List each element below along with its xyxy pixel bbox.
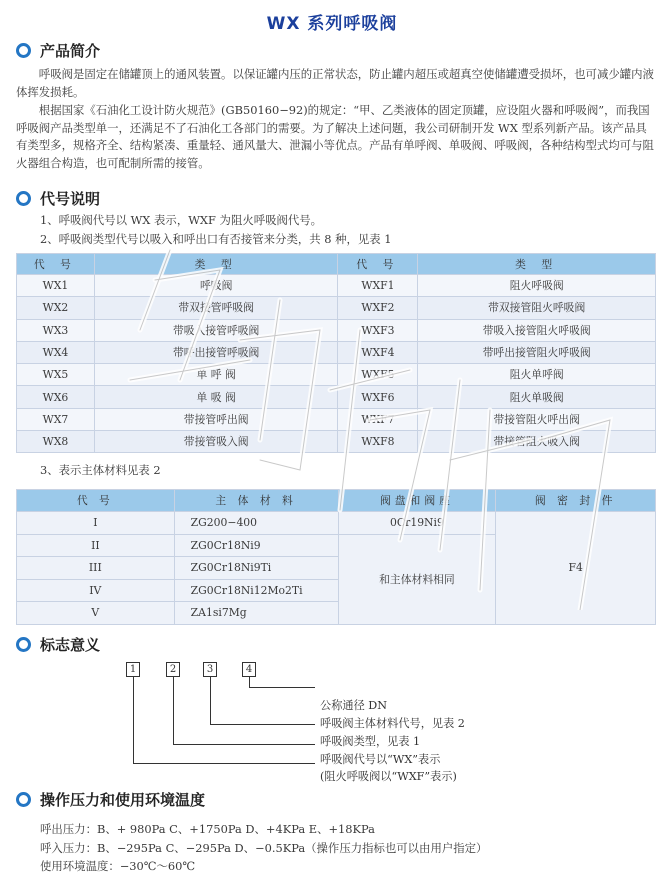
table-header-row xyxy=(17,254,656,275)
table-cell: 单 吸 阀 xyxy=(94,386,338,408)
table-cell: II xyxy=(17,534,175,557)
leader-line xyxy=(210,724,315,725)
table-cell: WX8 xyxy=(17,431,95,453)
table-cell: 带吸入接管阻火呼吸阀 xyxy=(418,319,656,341)
table-cell: 带双接管呼吸阀 xyxy=(94,297,338,319)
table-cell: 带呼出接管呼吸阀 xyxy=(94,341,338,363)
bullet-ring-icon xyxy=(16,792,31,807)
marking-label-code: 呼吸阀代号以“WX”表示 xyxy=(320,753,441,766)
pressure-out-line: 呼出压力：B、+ 980Pa C、+1750Pa D、+4KPa E、+18KPa xyxy=(40,822,375,836)
leader-line xyxy=(249,677,250,687)
table-cell: WXF8 xyxy=(338,431,418,453)
table-header-cell: 代 号 xyxy=(338,254,418,275)
table-cell: WXF6 xyxy=(338,386,418,408)
temperature-line: 使用环境温度：−30℃～60℃ xyxy=(40,859,196,873)
table-cell: WX6 xyxy=(17,386,95,408)
table-cell: WXF4 xyxy=(338,341,418,363)
table-row xyxy=(17,319,656,341)
table-cell: 呼吸阀 xyxy=(94,275,338,297)
leader-line xyxy=(249,687,315,688)
code-line-2: 2、呼吸阀类型代号以吸入和呼出口有否接管来分类，共 8 种，见表 1 xyxy=(40,232,392,246)
table-cell: I xyxy=(17,512,175,535)
marking-label-material: 呼吸阀主体材料代号，见表 2 xyxy=(320,717,465,730)
type-table xyxy=(16,253,656,453)
table-cell: WXF2 xyxy=(338,297,418,319)
section-heading-sign: 标志意义 xyxy=(16,634,100,654)
table-cell: WX2 xyxy=(17,297,95,319)
table-cell: WXF1 xyxy=(338,275,418,297)
marking-box-3: 3 xyxy=(203,662,217,677)
bullet-ring-icon xyxy=(16,191,31,206)
table-row xyxy=(17,364,656,386)
section-heading-pressure: 操作压力和使用环境温度 xyxy=(16,789,205,809)
table-cell: 单 呼 阀 xyxy=(94,364,338,386)
table-cell: V xyxy=(17,602,175,625)
table-cell: WX4 xyxy=(17,341,95,363)
seal-material-cell: F4 xyxy=(496,512,656,625)
marking-box-1: 1 xyxy=(126,662,140,677)
leader-line xyxy=(133,763,315,764)
table-row xyxy=(17,512,656,535)
table-row xyxy=(17,297,656,319)
table-cell: 带双接管阻火呼吸阀 xyxy=(418,297,656,319)
table-cell: WXF3 xyxy=(338,319,418,341)
marking-label-dn: 公称通径 DN xyxy=(320,699,388,712)
table-cell: 带接管阻火吸入阀 xyxy=(418,431,656,453)
marking-label-type: 呼吸阀类型，见表 1 xyxy=(320,735,421,748)
material-table xyxy=(16,489,656,625)
leader-line xyxy=(173,677,174,744)
section-heading-intro: 产品简介 xyxy=(16,40,100,60)
bullet-ring-icon xyxy=(16,43,31,58)
intro-paragraph-2: 根据国家《石油化工设计防火规范》(GB50160−92)的规定：“甲、乙类液体的固定顶罐，应设阻火器和呼吸阀”，而我国呼吸阀产品类型单一，还满足不了石油化工各部门的需要。为了解决上述问题，我公司研制开发 WX 型系列新产品。该产品具有类型多，规格齐全、结构紧凑、重量轻、通风量大、泄漏小等优点。产品有单呼阀、单吸阀、呼吸阀，各种结构型式均可与阻火器组合构造，也可配制所需的接管。 xyxy=(16,103,654,170)
seat-material-cell: 0Cr19Ni9 xyxy=(338,512,496,535)
leader-line xyxy=(133,677,134,763)
table-cell: III xyxy=(17,557,175,580)
code-line-1: 1、呼吸阀代号以 WX 表示，WXF 为阻火呼吸阀代号。 xyxy=(40,213,323,227)
table-header-cell: 阀 密 封 件 xyxy=(496,490,656,512)
table-cell: 阻火呼吸阀 xyxy=(418,275,656,297)
marking-box-2: 2 xyxy=(166,662,180,677)
table-cell: 阻火单呼阀 xyxy=(418,364,656,386)
table-cell: ZG0Cr18Ni9 xyxy=(174,534,338,557)
table-header-row xyxy=(17,490,656,512)
table-cell: WX5 xyxy=(17,364,95,386)
table-cell: WX3 xyxy=(17,319,95,341)
table-cell: IV xyxy=(17,579,175,602)
table-cell: 带接管呼出阀 xyxy=(94,408,338,430)
seat-material-cell: 和主体材料相同 xyxy=(338,534,496,624)
table-cell: 带接管吸入阀 xyxy=(94,431,338,453)
table-row xyxy=(17,275,656,297)
table-header-cell: 阀盘和阀座 xyxy=(338,490,496,512)
code-line-3: 3、表示主体材料见表 2 xyxy=(40,463,161,477)
table-header-cell: 类 型 xyxy=(94,254,338,275)
table-header-cell: 主 体 材 料 xyxy=(174,490,338,512)
table-row xyxy=(17,408,656,430)
table-cell: ZA1si7Mg xyxy=(174,602,338,625)
table-cell: 带吸入接管呼吸阀 xyxy=(94,319,338,341)
marking-box-4: 4 xyxy=(242,662,256,677)
table-cell: 带呼出接管阻火呼吸阀 xyxy=(418,341,656,363)
table-cell: 带接管阻火呼出阀 xyxy=(418,408,656,430)
table-cell: WXF5 xyxy=(338,364,418,386)
marking-label-code-note: (阻火呼吸阀以“WXF”表示) xyxy=(320,770,457,783)
leader-line xyxy=(173,744,315,745)
section-heading-code: 代号说明 xyxy=(16,188,100,208)
table-row xyxy=(17,341,656,363)
table-row xyxy=(17,386,656,408)
table-header-cell: 代 号 xyxy=(17,254,95,275)
page-title: WX 系列呼吸阀 xyxy=(266,14,398,34)
table-cell: 阻火单吸阀 xyxy=(418,386,656,408)
table-cell: WXF7 xyxy=(338,408,418,430)
table-cell: ZG0Cr18Ni12Mo2Ti xyxy=(174,579,338,602)
table-cell: ZG200−400 xyxy=(174,512,338,535)
table-row xyxy=(17,431,656,453)
table-header-cell: 类 型 xyxy=(418,254,656,275)
leader-line xyxy=(210,677,211,724)
pressure-in-line: 呼入压力：B、−295Pa C、−295Pa D、−0.5KPa（操作压力指标也可以由用户指定） xyxy=(40,841,488,855)
table-header-cell: 代 号 xyxy=(17,490,175,512)
table-cell: WX1 xyxy=(17,275,95,297)
intro-paragraph-1: 呼吸阀是固定在储罐顶上的通风装置。以保证罐内压的正常状态，防止罐内超压或超真空使储罐遭受损坏，也可减少罐内液体挥发损耗。 xyxy=(16,67,654,99)
table-cell: WX7 xyxy=(17,408,95,430)
table-cell: ZG0Cr18Ni9Ti xyxy=(174,557,338,580)
bullet-ring-icon xyxy=(16,637,31,652)
